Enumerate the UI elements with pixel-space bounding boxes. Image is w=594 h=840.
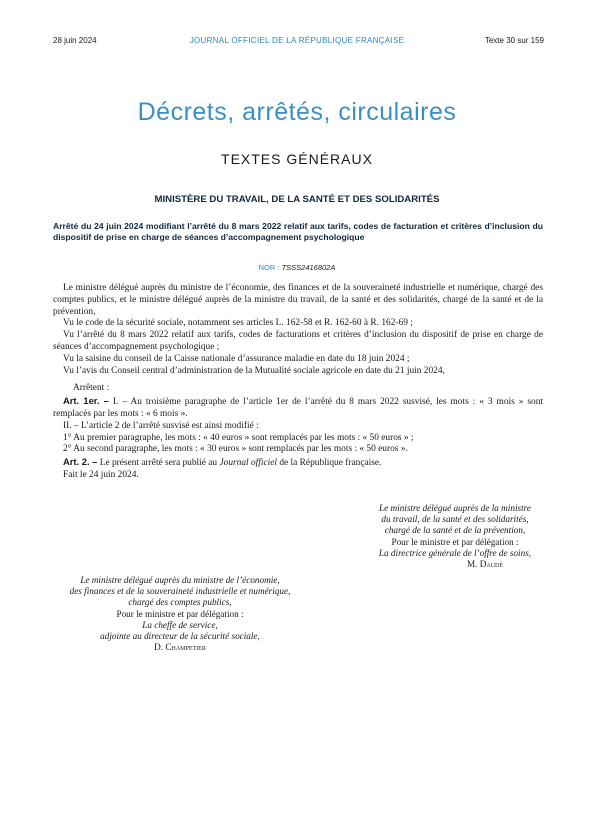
- signatory-name: M. Daudé: [466, 559, 504, 570]
- article-1: [53, 395, 543, 421]
- ministry-heading: MINISTÈRE DU TRAVAIL, DE LA SANTÉ ET DES SOLIDARITÉS: [154, 194, 440, 205]
- signature-block-right: Le ministre délégué auprès de la ministre du travail, de la santé et des solidarités, chargé de la santé et de la prévention, Pour le ministre et par délégation : La directrice générale de l’offre de soins, M. Daudé: [330, 503, 580, 570]
- signature-block-left: Le ministre délégué auprès du ministre de l’économie, des finances et de la souveraineté industrielle et numérique, chargé des comptes publics, Pour le ministre et par délégation : La cheffe de service, adjointe au directeur de la sécurité sociale, D. Champetier: [30, 575, 330, 653]
- document-body: [53, 283, 543, 482]
- visa-item: Vu la saisine du conseil de la Caisse nationale d’assurance maladie en date du 18 juin 2024 ;: [63, 353, 410, 364]
- arretent: Arrêtent :: [73, 383, 110, 394]
- section-title: Décrets, arrêtés, circulaires: [137, 98, 457, 126]
- visa-preamble: Le ministre délégué auprès du ministre de l’économie, des finances et de la souveraineté industrielle et numérique, chargé des comptes publics, et le ministre délégué auprès de la ministre du travail, de la santé et des solidarités, chargé de la santé et de la prévention,: [53, 283, 543, 317]
- section-subtitle: TEXTES GÉNÉRAUX: [221, 151, 373, 167]
- article-1-text: I. – Au troisième paragraphe de l’article 1er de l’arrêté du 8 mars 2022 susvisé, les mots : « 3 mois » sont remplacés par les mots : « 6 mois ».: [53, 397, 543, 419]
- header-text-number: Texte 30 sur 159: [484, 36, 544, 45]
- arrete-title: Arrêté du 24 juin 2024 modifiant l’arrêté du 8 mars 2022 relatif aux tarifs, codes de facturation et critères d’inclusion du dispositif de prise en charge de séances d’accompagnement psychologique: [53, 221, 543, 242]
- article-1-ii: II. – L’article 2 de l’arrêté susvisé est ainsi modifié :: [63, 420, 259, 431]
- visa-item: Vu l’avis du Conseil central d’administration de la Mutualité sociale agricole en date du 21 juin 2024,: [63, 365, 445, 376]
- signatory-name: D. Champetier: [154, 642, 206, 653]
- article-2: Art. 2. – Le présent arrêté sera publié au Journal officiel de la République française.: [63, 456, 382, 469]
- header-journal-title: JOURNAL OFFICIEL DE LA RÉPUBLIQUE FRANÇAISE: [189, 36, 405, 45]
- nor-label: NOR :: [258, 263, 280, 272]
- article-1-label: Art. 1er. –: [63, 395, 109, 407]
- header-date: 28 juin 2024: [53, 36, 97, 45]
- fait-le: Fait le 24 juin 2024.: [63, 469, 139, 480]
- nor-reference: [0, 263, 594, 272]
- nor-value: TSSS2416802A: [281, 263, 336, 272]
- visa-item: Vu le code de la sécurité sociale, notamment ses articles L. 162-58 et R. 162-60 à R. 162-69 ;: [63, 318, 413, 329]
- visa-item: Vu l’arrêté du 8 mars 2022 relatif aux tarifs, codes de facturations et critères d’inclusion du dispositif de prise en charge de séances d’accompagnement psychologique ;: [53, 330, 543, 352]
- page-header: [0, 36, 594, 48]
- article-1-point-2: 2° Au second paragraphe, les mots : « 30 euros » sont remplacés par les mots : « 50 euros ».: [63, 444, 408, 455]
- article-2-label: Art. 2. –: [63, 456, 98, 468]
- article-1-point-1: 1° Au premier paragraphe, les mots : « 40 euros » sont remplacés par les mots : « 50 euros » ;: [63, 432, 414, 443]
